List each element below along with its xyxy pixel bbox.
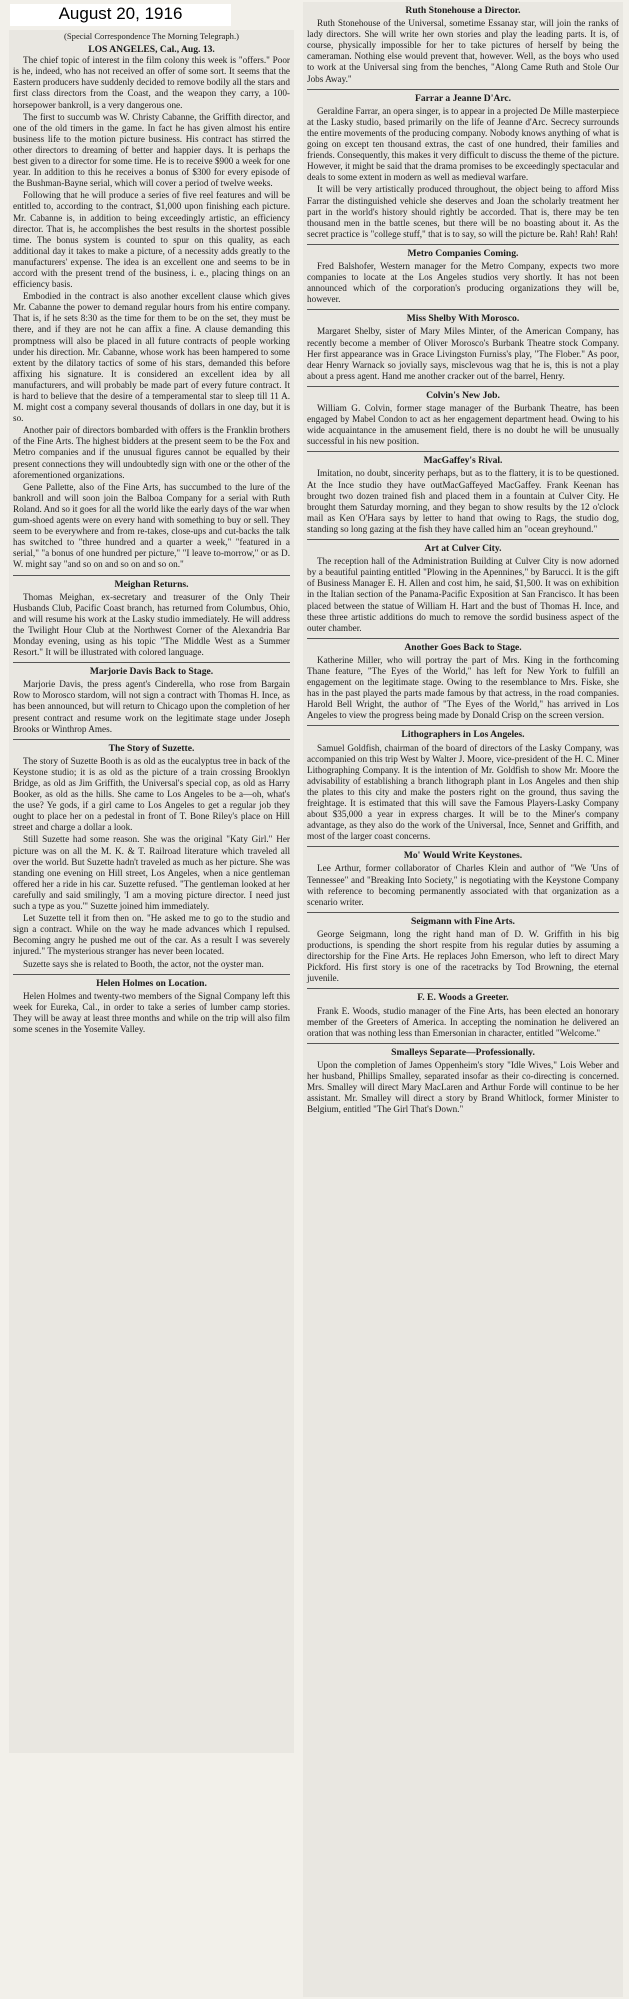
article-section	[307, 386, 619, 447]
article-section	[13, 575, 290, 659]
section-divider	[307, 725, 619, 726]
section-divider	[307, 539, 619, 540]
paragraph: The story of Suzette Booth is as old as the eucalyptus tree in back of the Keystone studio; it is as old as the picture of a train crossing Brooklyn Bridge, as old as Jim Griffith, the Universal's special cop, as old as Harry Booker, as old as the hills. She came to Los Angeles to be a—oh, what's the use? Ye gods, if a girl came to Los Angeles to get a regular job they ought to place her on a pedestal in front of T. Bone Riley's place on Hill street and charge a dollar a look.	[13, 755, 290, 833]
article-section	[13, 739, 290, 970]
paragraph: The first to succumb was W. Christy Cabanne, the Griffith director, and one of the old timers in the game. In fact he has given almost his entire business life to the motion picture business. His contract has stirred the other directors to dreaming of better and happier days. It is perhaps the best given to a director for some time. He is to receive $900 a week for one year. In addition to this he receives a bonus of $300 for every episode of the Bushman-Bayne serial, which will cover a period of twelve weeks.	[13, 111, 290, 189]
paragraph: Fred Balshofer, Western manager for the Metro Company, expects two more companies to locate at the Los Angeles studios very shortly. It has not been announced which of the corporation's producing organizations they will be, however.	[307, 260, 619, 305]
section-divider	[307, 244, 619, 245]
section-divider	[307, 912, 619, 913]
article-section	[307, 912, 619, 985]
section-heading: Meighan Returns.	[114, 578, 189, 590]
paragraph: It will be very artistically produced throughout, the object being to afford Miss Farrar the distinguished vehicle she deserves and Joan the scholarly treatment her part in the world's history should rightly be accorded. That is, there may be ten thousand men in the battle scenes, but there will be no boasting about it. As the secret practice is "college stuff," that is to say, so will the picture be. Rah! Rah! Rah!	[307, 184, 619, 239]
article-section	[13, 55, 290, 570]
article-section	[13, 974, 290, 1035]
paragraph: Geraldine Farrar, an opera singer, is to appear in a projected De Mille masterpiece at the Lasky studio, based primarily on the life of Jeanne d'Arc. Secrecy surrounds the entire movements of the producing company. Nobody knows anything of what is going on except ten thousand extras, the cast of one hundred, their families and friends. Consequently, this makes it very difficult to discuss the theme of the picture. However, it might be said that the drama promises to be exceedingly spectacular and deals to some extent in modern as well as medieval warfare.	[307, 105, 619, 183]
dateline: LOS ANGELES, Cal., Aug. 13.	[88, 44, 215, 56]
section-divider	[307, 638, 619, 639]
section-divider	[13, 662, 290, 663]
paragraph: Helen Holmes and twenty-two members of the Signal Company left this week for Eureka, Cal., in order to take a series of lumber camp stories. They will be away at least three months and while on the trip will also film some scenes in the Yosemite Valley.	[13, 990, 290, 1034]
right-column	[303, 2, 623, 1997]
section-heading: Seigmann with Fine Arts.	[411, 915, 515, 927]
article-section	[307, 638, 619, 722]
section-divider	[307, 846, 619, 847]
section-heading: Lithographers in Los Angeles.	[401, 729, 525, 741]
section-divider	[307, 988, 619, 989]
section-divider	[307, 89, 619, 90]
section-heading: Smalleys Separate—Professionally.	[391, 1046, 535, 1058]
paragraph: Margaret Shelby, sister of Mary Miles Minter, of the American Company, has recently become a member of Oliver Morosco's Burbank Theatre stock Company. Her first appearance was in Grace Livingston Furniss's play, "The Flober." As poor, dear Henry Warnack so jovially says, misclevous wag that he is, this is not a play about a press agent. Hand me another cracker out of the barrel, Henry.	[307, 326, 619, 381]
article-section	[307, 846, 619, 907]
section-heading: Another Goes Back to Stage.	[404, 641, 522, 653]
paragraph: Lee Arthur, former collaborator of Charles Klein and author of "We 'Uns of Tennessee" and "Breaking Into Society," is negotiating with the Keystone Company with reference to becoming permanently associated with that organization as a scenario writer.	[307, 863, 619, 907]
page-date: August 20, 1916	[10, 4, 231, 26]
article-section	[307, 1043, 619, 1116]
paragraph: Katherine Miller, who will portray the part of Mrs. King in the forthcoming Thane feature, "The Eyes of the World," has left for New York to fulfill an engagement on the legitimate stage. Owing to the resemblance to Mrs. Fiske, she has in the past played the parts made famous by that actress, in the road companies. Harold Bell Wright, the author of "The Eyes of the World," has arrived in Los Angeles to view the progress being made by Donald Crisp on the screen version.	[307, 654, 619, 721]
article-section	[307, 539, 619, 634]
paragraph: Thomas Meighan, ex-secretary and treasurer of the Only Their Husbands Club, Pacific Coast branch, has returned from Columbus, Ohio, and will resume his work at the Lasky studio immediately. He will address the Twilight Hour Club at the Northwest Corner of the Alexandria Bar Monday evening, using as his topic "The Middle West as a Summer Resort." It will be illustrated with colored language.	[13, 591, 290, 658]
correspondence-credit: (Special Correspondence The Morning Telegraph.)	[64, 31, 239, 41]
paragraph: The reception hall of the Administration Building at Culver City is now adorned by a beautiful painting entitled "Plowing in the Apennines," by Barucci. It is the gift of Business Manager E. H. Allen and cost him, he said, $1,500. It was on exhibition in the Italian section of the Panama-Pacific Exposition at San Francisco. It has been placed between the statue of William H. Hart and the bust of Thomas H. Ince, and these three artistic additions do much to remove the sordid business aspect of the outer chamber.	[307, 556, 619, 633]
article-section	[307, 89, 619, 240]
section-heading: Farrar a Jeanne D'Arc.	[414, 92, 512, 104]
section-divider	[13, 739, 290, 740]
paragraph: The chief topic of interest in the film colony this week is "offers." Poor is he, indeed, who has not received an offer of some sort. It seems that the Eastern producers have suddenly decided to remove bodily all the stars and first class directors from the Coast, and the weapon they carry, a 100-horsepower bankroll, is a very dangerous one.	[13, 55, 290, 110]
section-heading: F. E. Woods a Greeter.	[417, 992, 509, 1004]
article-section	[13, 662, 290, 735]
paragraph: Embodied in the contract is also another excellent clause which gives Mr. Cabanne the power to demand regular hours from his entire company. That is, if he sets 8:30 as the time for them to be on the set, they must be there, and if they are not he can affix a fine. A clause demanding this promptness will also be placed in all future contracts of people working under his direction. Mr. Cabanne, whose work has been hampered to some extent by the dilatory tactics of some of his stars, demanded this before affixing his signature. It is considered an excellent idea by all manufacturers, and will probably be made part of every future contract. It is hard to believe that the desire of a temperamental star to sleep till 11 A. M. might cost a company several thousands of dollars in one day, but it is so.	[13, 291, 290, 424]
section-heading: Marjorie Davis Back to Stage.	[89, 666, 214, 678]
paragraph: Another pair of directors bombarded with offers is the Franklin brothers of the Fine Arts. The highest bidders at the present seem to be the Fox and Metro companies and if the unusual figures cannot be equalled by their present connections they will undoubtedly sign with one or the other of the aforementioned organizations.	[13, 425, 290, 480]
right-sections	[307, 5, 619, 1115]
article-section	[307, 309, 619, 382]
paragraph: Still Suzette had some reason. She was the original "Katy Girl." Her picture was on all the M. K. & T. Railroad literature which traveled all over the world. But Suzette hadn't traveled as much as her picture. She was standing one evening on Hill street, Los Angeles, when a nice gentleman offered her a ride in his car. Suzette refused. "The gentleman looked at her carefully and said smilingly, 'I am a moving picture director. I need just such a type as you.'" Suzette joined him immediately.	[13, 834, 290, 912]
paragraph: Ruth Stonehouse of the Universal, sometime Essanay star, will join the ranks of lady directors. She will write her own stories and play the leading parts. It is, of course, physically impossible for her to take pictures of herself by being the cameraman. Nothing else would prevent that, however. Well, as the boys who used to work at the Universal sing from the benches, "Along Came Ruth and Stole Our Jobs Away."	[307, 18, 619, 84]
section-heading: Metro Companies Coming.	[407, 247, 519, 259]
section-divider	[307, 309, 619, 310]
paragraph: William G. Colvin, former stage manager of the Burbank Theatre, has been engaged by Mabel Condon to act as her engagement department head. Owing to his wide acquaintance in the amusement field, there is no doubt he will be unusually successful in his new position.	[307, 403, 619, 447]
section-heading: MacGaffey's Rival.	[423, 455, 503, 467]
article-section	[307, 5, 619, 85]
article-section	[307, 725, 619, 842]
section-divider	[307, 451, 619, 452]
paragraph: Samuel Goldfish, chairman of the board of directors of the Lasky Company, was accompanied on this trip West by Walter J. Moore, vice-president of the H. C. Miner Lithographing Company. It is the intention of Mr. Goldfish to show Mr. Moore the advisability of establishing a branch lithograph plant in Los Angeles and then ship the plates to this city and make the posters right on the ground, thus saving the freightage. It is estimated that this will save the Famous Players-Lasky Company about $35,000 a year in express charges. It will be to the Miner's company advantage, as they also do the work of the Universal, Ince, Sennet and Griffith, and most of the larger coast concerns.	[307, 742, 619, 842]
article-section	[307, 244, 619, 305]
section-divider	[13, 974, 290, 975]
section-heading: Colvin's New Job.	[426, 389, 500, 401]
article-section	[307, 451, 619, 535]
paragraph: Gene Pallette, also of the Fine Arts, has succumbed to the lure of the bankroll and will soon join the Balboa Company for a serial with Ruth Roland. And so it goes for all the world like the early days of the war when gum-shoed agents were on every hand with something to buy or sell. They seem to be everywhere and from re-takes, close-ups and cut-backs the talk has switched to "three hundred and a quarter a week," "featured in a serial," "a bonus of one hundred per picture," "I leave to-morrow," or as D. W. might say "and so on and so on and so on."	[13, 481, 290, 570]
paragraph: Let Suzette tell it from then on. "He asked me to go to the studio and sign a contract. While on the way he made advances which I repulsed. Becoming angry he pushed me out of the car. As a result I was severely injured." The mysterious stranger has never been located.	[13, 913, 290, 957]
paragraph: Following that he will produce a series of five reel features and will be entitled to, according to the contract, $1,000 upon finishing each picture. Mr. Cabanne is, in addition to being exceedingly artistic, an efficiency director. That is, he accomplishes the best results in the shortest possible time. The bonus system is counted to spur on this quality, as each additional day it takes to make a picture, of a necessity adds greatly to the manufacturers' expense. The idea is an excellent one and seems to be in accord with the present trend of the business, i. e., placing things on an efficiency basis.	[13, 190, 290, 290]
paragraph: George Seigmann, long the right hand man of D. W. Griffith in his big productions, is spending the short respite from his regular duties by assuming a directorship for the Fine Arts. He replaces John Emerson, who left to direct Mary Pickford. His first story is one of the racetracks by Tod Browning, the eternal juvenile.	[307, 928, 619, 984]
paragraph: Upon the completion of James Oppenheim's story "Idle Wives," Lois Weber and her husband, Phillips Smalley, separated insofar as their co-directing is concerned. Mrs. Smalley will direct Mary MacLaren and Arthur Forde will continue to be her assistant. Mr. Smalley will direct a story by Brand Whitlock, former Minister to Belgium, entitled "The Girl That's Down."	[307, 1059, 619, 1115]
paragraph: Marjorie Davis, the press agent's Cinderella, who rose from Bargain Row to Morosco stardom, will not sign a contract with Thomas H. Ince, as has been announced, but will return to Chicago upon the completion of her present contract and resume work on the legitimate stage under Joseph Brooks or Winthrop Ames.	[13, 679, 290, 734]
section-divider	[13, 575, 290, 576]
paragraph: Imitation, no doubt, sincerity perhaps, but as to the flattery, it is to be questioned. At the Ince studio they have outMacGaffeyed MacGaffey. Frank Keenan has brought two dozen trained fish and placed them in a fountain at Culver City. He brought them Saturday morning, and they began to show results by the 12 o'clock mail as Ken O'Hara says by letter to hand that owing to Rags, the studio dog, standing so long gazing at the fish they have called him an "ocean greyhound."	[307, 468, 619, 534]
paragraph: Suzette says she is related to Booth, the actor, not the oyster man.	[23, 958, 264, 969]
paragraph: Frank E. Woods, studio manager of the Fine Arts, has been elected an honorary member of the Greeters of America. In accepting the nomination he delivered an oration that was nothing less than Emersonian in character, entitled "Welcome."	[307, 1005, 619, 1038]
section-heading: Art at Culver City.	[424, 543, 502, 555]
section-divider	[307, 386, 619, 387]
section-heading: The Story of Suzette.	[108, 742, 195, 754]
left-column	[9, 30, 294, 1753]
left-sections	[13, 55, 290, 1035]
article-section	[307, 988, 619, 1038]
section-heading: Mo' Would Write Keystones.	[403, 850, 523, 862]
section-heading: Helen Holmes on Location.	[96, 977, 207, 989]
section-heading: Miss Shelby With Morosco.	[406, 313, 520, 325]
section-divider	[307, 1043, 619, 1044]
section-heading: Ruth Stonehouse a Director.	[405, 5, 521, 16]
